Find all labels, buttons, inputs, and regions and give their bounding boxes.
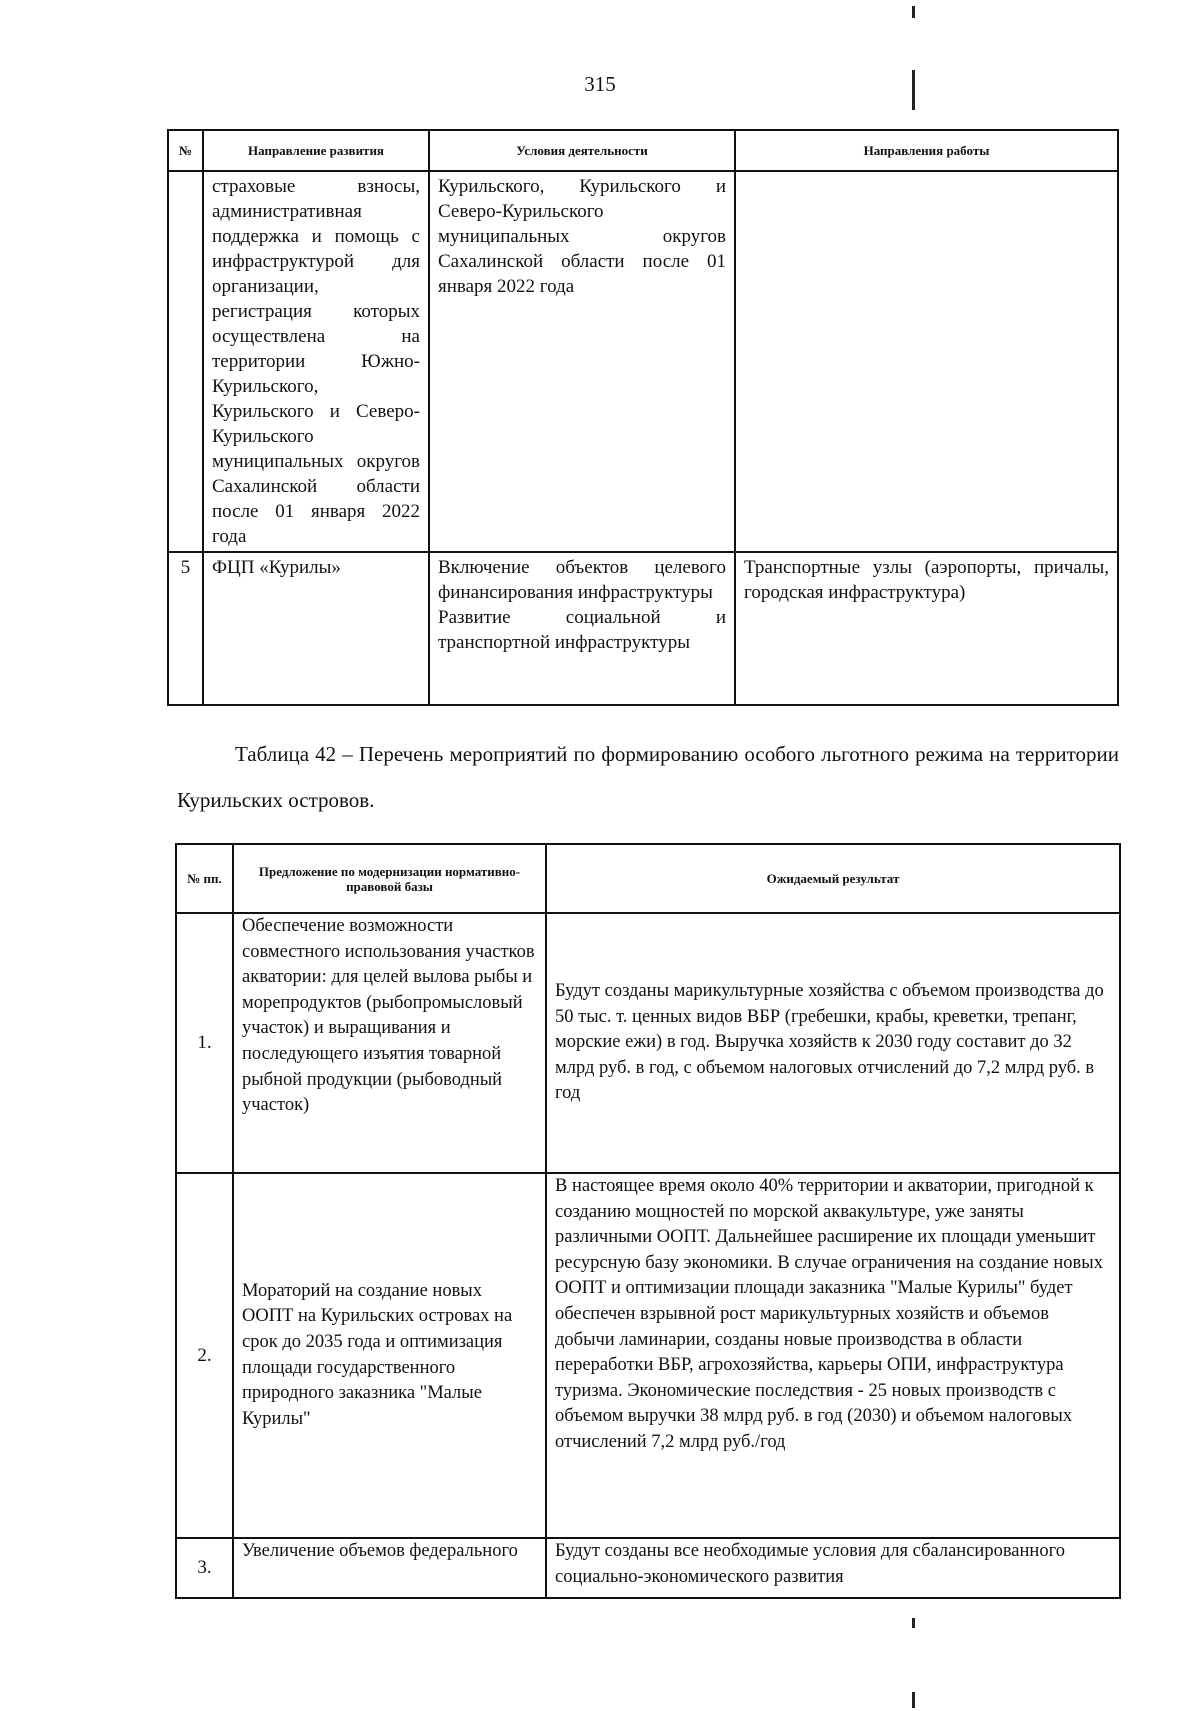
- measures-table: [175, 843, 1121, 1599]
- table-header-row: [168, 130, 1118, 171]
- row-proposal: Обеспечение возможности совместного использования участков акватории: для целей вылова рыбы и морепродуктов (рыбопромысловый участок) и выращивания и последующего изъятия товарной рыбной продукции (рыбоводный участок): [233, 913, 546, 1173]
- column-header-conditions: Условия деятельности: [429, 130, 735, 171]
- row-result: Будут созданы все необходимые условия для сбалансированного социально-экономического развития: [546, 1538, 1120, 1598]
- column-header-number: № пп.: [176, 844, 233, 913]
- row-work: Транспортные узлы (аэропорты, причалы, городская инфраструктура): [735, 552, 1118, 705]
- row-conditions: [429, 552, 735, 705]
- table-caption-text: Таблица 42 – Перечень мероприятий по формированию особого льготного режима на территории Курильских островов.: [177, 742, 1119, 812]
- table-row: [168, 552, 1118, 705]
- column-header-number: №: [168, 130, 203, 171]
- table-header-row: [176, 844, 1120, 913]
- page-number: 315: [584, 72, 616, 96]
- column-header-work: Направления работы: [735, 130, 1118, 171]
- row-result: В настоящее время около 40% территории и акватории, пригодной к созданию мощностей по морской аквакультуре, уже заняты различными ООПТ. Дальнейшее расширение их площади уменьшит ресурсную базу экономики. В случае ограничения на создание новых ООПТ и оптимизации площади заказника "Малые Курилы" будет обеспечен взрывной рост марикультурных хозяйств и объемов добычи ламинарии, созданы новые производства в области переработки ВБР, агрохозяйства, карьеры ОПИ, инфраструктура туризма. Экономические последствия - 25 новых производств с объемом выручки 38 млрд руб. в год (2030) и объемом налоговых отчислений 7,2 млрд руб./год: [546, 1173, 1120, 1538]
- table-row: [168, 171, 1118, 552]
- column-header-result: Ожидаемый результат: [546, 844, 1120, 913]
- development-directions-table: [167, 129, 1119, 706]
- row-direction: ФЦП «Курилы»: [203, 552, 429, 705]
- row-number: 3.: [176, 1538, 233, 1598]
- scan-margin-mark: [912, 6, 915, 18]
- table-caption: [177, 731, 1119, 823]
- row-number: [168, 171, 203, 552]
- row-number: 1.: [176, 913, 233, 1173]
- column-header-proposal: Предложение по модернизации нормативно-правовой базы: [233, 844, 546, 913]
- table-row: [176, 1538, 1120, 1598]
- row-proposal: Увеличение объемов федерального: [233, 1538, 546, 1598]
- row-conditions-part-2: Развитие социальной и транспортной инфраструктуры: [438, 607, 726, 653]
- scan-margin-mark: [912, 70, 915, 110]
- row-direction: страховые взносы, административная поддержка и помощь с инфраструктурой для организации, регистрация которых осуществлена на территории Южно-Курильского, Курильского и Северо-Курильского муниципальных округов Сахалинской области после 01 января 2022 года: [203, 171, 429, 552]
- scan-margin-mark: [912, 1618, 915, 1628]
- row-conditions-part-1: Включение объектов целевого финансирования инфраструктуры: [438, 557, 726, 603]
- row-work: [735, 171, 1118, 552]
- row-number: 2.: [176, 1173, 233, 1538]
- table-row: [176, 913, 1120, 1173]
- row-conditions: Курильского, Курильского и Северо-Курильского муниципальных округов Сахалинской области после 01 января 2022 года: [429, 171, 735, 552]
- row-result: Будут созданы марикультурные хозяйства с объемом производства до 50 тыс. т. ценных видов ВБР (гребешки, крабы, креветки, трепанг, морские ежи) в год. Выручка хозяйств к 2030 году составит до 32 млрд руб. в год, с объемом налоговых отчислений до 7,2 млрд руб. в год: [546, 913, 1120, 1173]
- row-proposal: Мораторий на создание новых ООПТ на Курильских островах на срок до 2035 года и оптимизация площади государственного природного заказника "Малые Курилы": [233, 1173, 546, 1538]
- scan-margin-mark: [912, 1692, 915, 1708]
- column-header-direction: Направление развития: [203, 130, 429, 171]
- table-row: [176, 1173, 1120, 1538]
- row-number: 5: [168, 552, 203, 705]
